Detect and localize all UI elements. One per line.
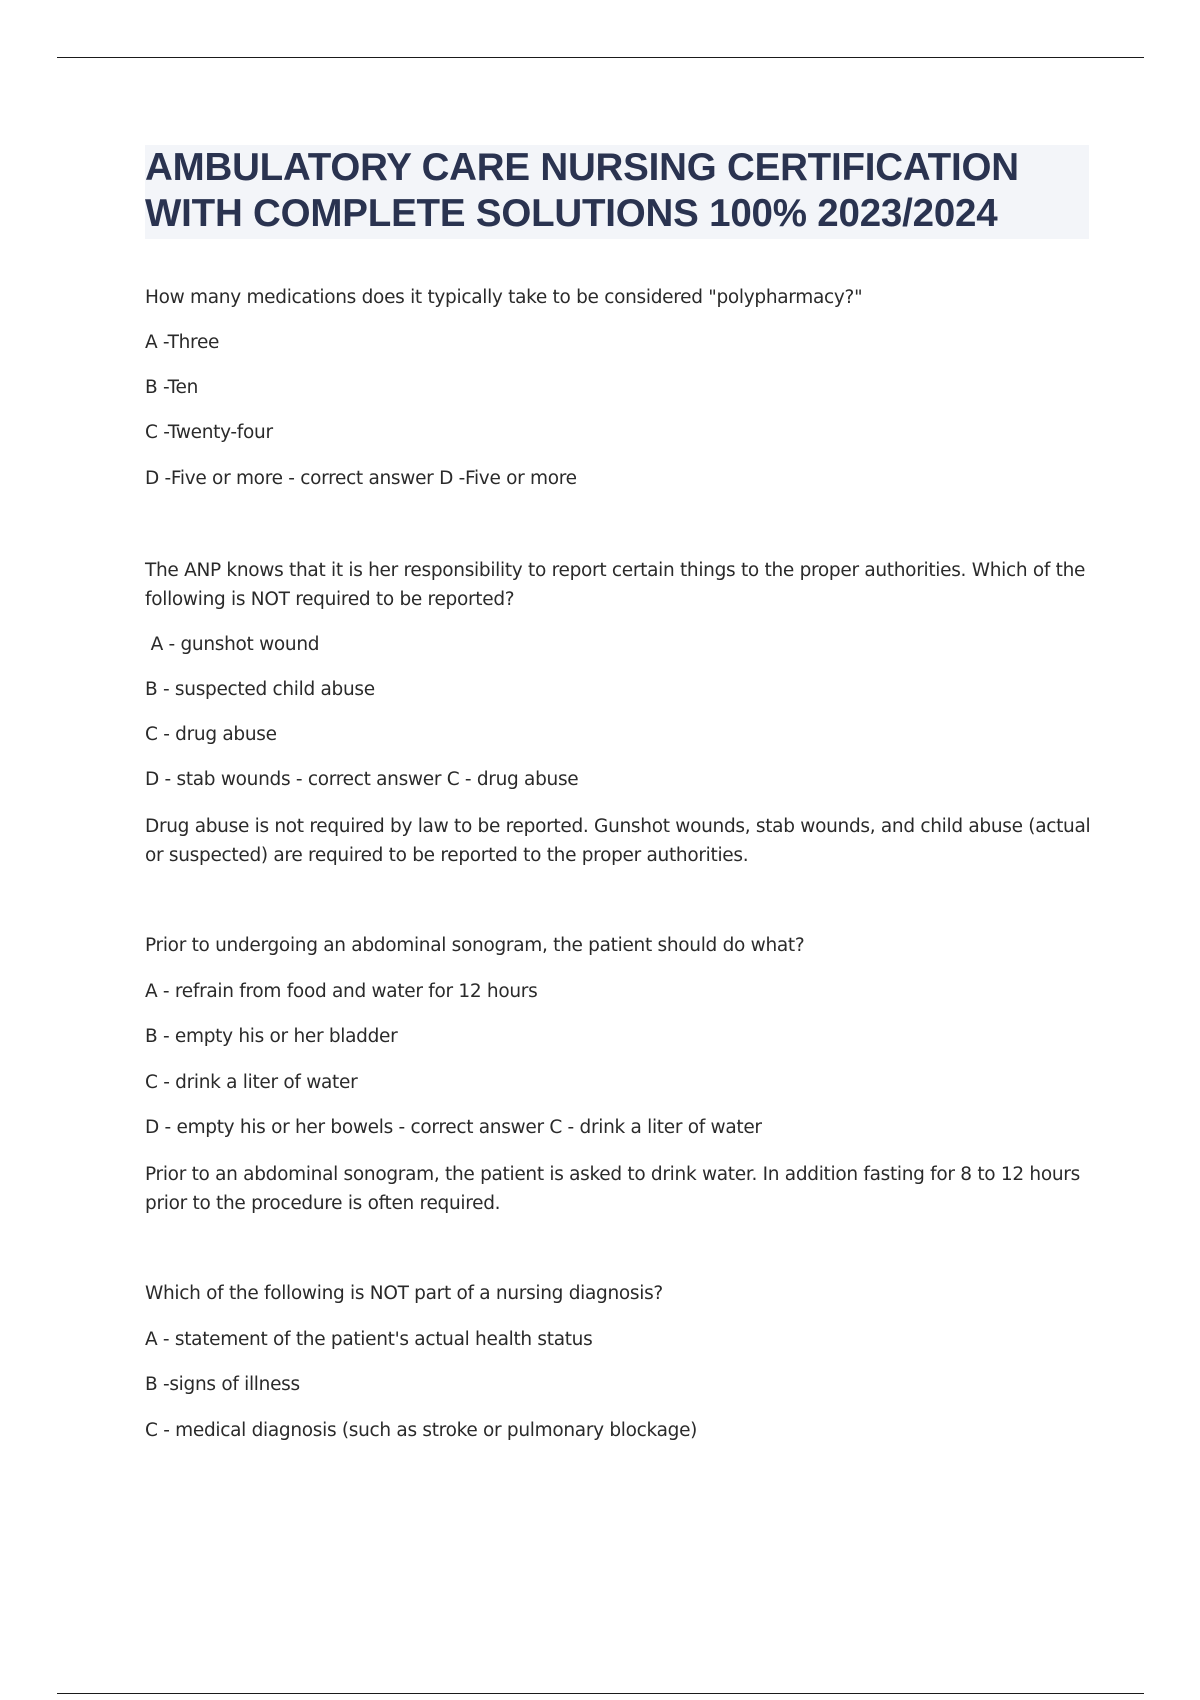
question-3-option-b: B - empty his or her bladder: [145, 1026, 398, 1047]
question-1-option-d: D -Five or more - correct answer D -Five or more: [145, 468, 577, 489]
question-2-explanation: Drug abuse is not required by law to be reported. Gunshot wounds, stab wounds, and child abuse (actual or suspected) are required to be reported to the proper authorities.: [145, 816, 1091, 866]
question-4-option-a: A - statement of the patient's actual health status: [145, 1329, 593, 1350]
question-2-option-d: D - stab wounds - correct answer C - drug abuse: [145, 769, 579, 790]
question-3-text: Prior to undergoing an abdominal sonogram, the patient should do what?: [145, 935, 805, 956]
question-3-option-a: A - refrain from food and water for 12 hours: [145, 981, 538, 1002]
question-1-option-a: A -Three: [145, 332, 220, 353]
question-4-option-b: B -signs of illness: [145, 1374, 300, 1395]
question-2-text: The ANP knows that it is her responsibility to report certain things to the proper authorities. Which of the following is NOT required to be reported?: [145, 560, 1086, 610]
title-line-1: AMBULATORY CARE NURSING CERTIFICATION: [145, 146, 1019, 189]
question-2-option-a: A - gunshot wound: [145, 634, 320, 655]
question-1-option-b: B -Ten: [145, 377, 199, 398]
document-body: [145, 145, 1091, 239]
bottom-rule: [57, 1693, 1144, 1694]
question-4-text: Which of the following is NOT part of a nursing diagnosis?: [145, 1283, 663, 1304]
question-3-option-d: D - empty his or her bowels - correct answer C - drink a liter of water: [145, 1117, 762, 1138]
question-3-explanation: Prior to an abdominal sonogram, the patient is asked to drink water. In addition fasting for 8 to 12 hours prior to the procedure is often required.: [145, 1164, 1080, 1214]
document-title: [145, 145, 1089, 239]
title-line-2: WITH COMPLETE SOLUTIONS 100% 2023/2024: [145, 192, 998, 235]
question-1-text: How many medications does it typically take to be considered "polypharmacy?": [145, 287, 863, 308]
question-4-option-c: C - medical diagnosis (such as stroke or pulmonary blockage): [145, 1420, 698, 1441]
top-rule: [57, 57, 1144, 58]
question-2-option-c: C - drug abuse: [145, 724, 277, 745]
question-1-option-c: C -Twenty-four: [145, 422, 273, 443]
question-2-option-b: B - suspected child abuse: [145, 679, 375, 700]
question-3-option-c: C - drink a liter of water: [145, 1072, 358, 1093]
